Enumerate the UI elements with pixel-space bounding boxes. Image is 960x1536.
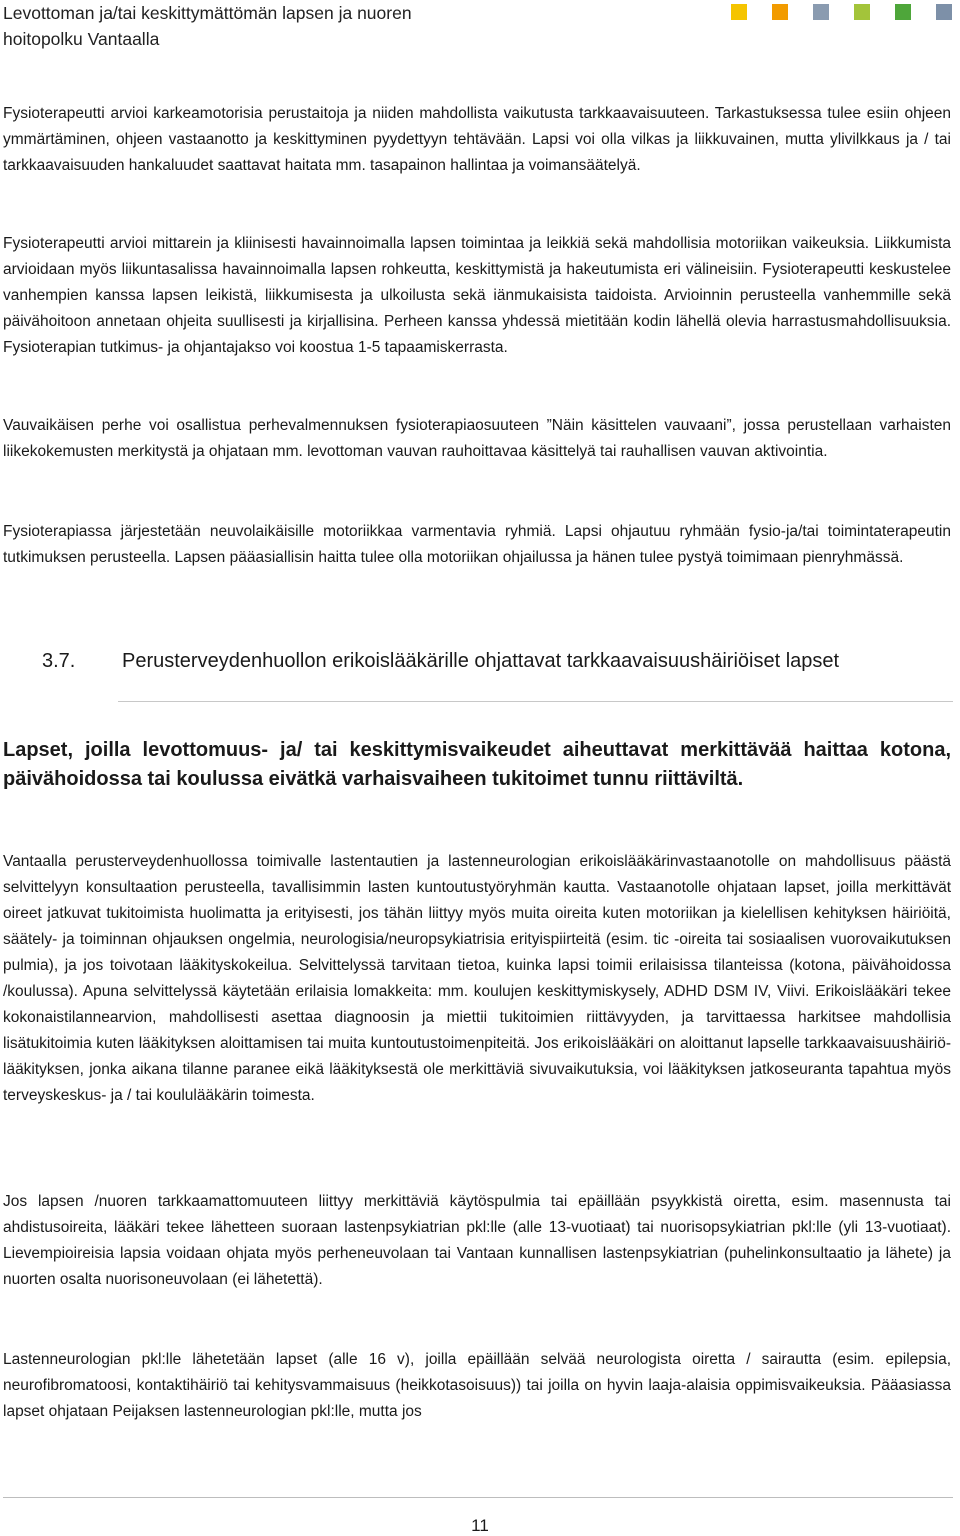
paragraph-specialist-clinic: Vantaalla perusterveydenhuollossa toimivalle lastentautien ja lastenneurologian erikoislääkärinvastaanotolle on mahdollisuus päästä selvittelyyn konsultaation perusteella, tavallisimmin lasten kuntoutustyöryhmän kautta. Vastaanotolle ohjataan lapset, joilla merkittävät oireet jatkuvat tukitoimista huolimatta ja erityisesti, jos tähän liittyy myös muita oireita kuten motoriikan ja kielellisen kehityksen häiriöitä, säätely- ja toiminnan ohjauksen ongelmia, neurologisia/neuropsykiatrisia erityispiirteitä (esim. tic -oireita tai sosiaalisen vuorovaikutuksen pulmia), ja jos toivotaan lääkityskokeilua. Selvittelyssä tarvitaan tietoa, kuinka lapsi toimii erilaisissa tilanteissa (kotona, päivähoidossa /koulussa). Apuna selvittelyssä käytetään erilaisia lomakkeita: mm. koulujen keskittymiskysely, ADHD DSM IV, Viivi. Erikoislääkäri tekee kokonaistilannearvion, mahdollisesti asettaa diagnoosin ja miettii tukitoimien riittävyyden, ja tarvittaessa harkitsee mahdollisia lisätukitoimia kuten lääkityksen aloittamisen tai muita kuntoutustoimenpiteitä. Jos erikoislääkäri on aloittanut lapselle tarkkaavaisuushäiriö-lääkityksen, jonka aikana tilanne paranee eikä lääkityksestä ole merkittäviä sivuvaikutuksia, voi lääkityksen jatkoseuranta tapahtua myös terveyskeskus- ja / tai koululääkärin toimesta. bbox=[3, 853, 951, 1104]
paragraph-infant-family: Vauvaikäisen perhe voi osallistua perhevalmennuksen fysioterapiaosuuteen ”Näin käsittelen vauvaani”, jossa perustellaan varhaisten liikekokemusten merkitystä ja ohjataan mm. levottoman vauvan rauhoittavaa käsittelyä tai rauhallisen vauvan aktivointia. bbox=[3, 417, 951, 460]
footer-divider bbox=[3, 1497, 953, 1498]
section-lead-bold: Lapset, joilla levottomuus- ja/ tai keskittymisvaikeudet aiheuttavat merkittävää haittaa kotona, päivähoidossa tai koulussa eivätkä varhaisvaiheen tukitoimet tunnu riittäviltä. bbox=[3, 739, 951, 790]
color-square bbox=[813, 4, 829, 20]
paragraph-psychiatry-referral: Jos lapsen /nuoren tarkkaamattomuuteen liittyy merkittäviä käytöspulmia tai epäillään psyykkistä oiretta, esim. masennusta tai ahdistusoireita, lääkäri tekee lähetteen suoraan lastenpsykiatrian pkl:lle (alle 13-vuotiaat) tai nuorisopsykiatrian pkl:lle (yli 13-vuotiaat). Lievempioireisia lapsia voidaan ohjata myös perheneuvolaan tai Vantaan kunnallisen lastenpsykiatrian (puhelinkonsultaatio ja lähete) ja nuorten osalta nuorisoneuvolaan (ei lähetettä). bbox=[3, 1193, 951, 1288]
paragraph-motor-skills: Fysioterapeutti arvioi karkeamotorisia perustaitoja ja niiden mahdollista vaikutusta tarkkaavaisuuteen. Tarkastuksessa tulee esiin ohjeen ymmärtäminen, ohjeen vastaanotto ja keskittyminen pyydettyyn tehtävään. Lapsi voi olla vilkas ja liikkuvainen, mutta ylivilkkaus ja / tai tarkkaavaisuuden hankaluudet saattavat haitata mm. tasapainon hallintaa ja voimansäätelyä. bbox=[3, 105, 951, 174]
section-divider bbox=[118, 701, 953, 702]
section-number: 3.7. bbox=[42, 650, 76, 672]
paragraph-neurology-referral: Lastenneurologian pkl:lle lähetetään lapset (alle 16 v), joilla epäillään selvää neurologista oiretta / sairautta (esim. epilepsia, neurofibromatoosi, kontaktihäiriö tai kehitysvammaisuus (heikkotasoisuus)) tai joilla on hyvin laaja-alaisia oppimisvaikeuksia. Pääasiassa lapset ohjataan Peijaksen lastenneurologian pkl:lle, mutta jos bbox=[3, 1351, 951, 1420]
header-title-line-1: Levottoman ja/tai keskittymättömän lapsen ja nuoren bbox=[3, 3, 412, 23]
paragraph-groups: Fysioterapiassa järjestetään neuvolaikäisille motoriikkaa varmentavia ryhmiä. Lapsi ohjautuu ryhmään fysio-ja/tai toimintaterapeutin tutkimuksen perusteella. Lapsen pääasiallisin haitta tulee olla motoriikan ohjailussa ja hänen tulee pystyä toimimaan pienryhmässä. bbox=[3, 523, 951, 566]
color-square bbox=[772, 4, 788, 20]
page-number: 11 bbox=[471, 1516, 489, 1535]
header-title-line-2: hoitopolku Vantaalla bbox=[3, 29, 160, 49]
color-square bbox=[936, 4, 952, 20]
header-color-squares bbox=[731, 4, 960, 20]
section-title: Perusterveydenhuollon erikoislääkärille ohjattavat tarkkaavaisuushäiriöiset lapset bbox=[122, 650, 840, 672]
color-square bbox=[731, 4, 747, 20]
document-header-title bbox=[3, 0, 623, 52]
paragraph-assessment: Fysioterapeutti arvioi mittarein ja kliinisesti havainnoimalla lapsen toimintaa ja leikkiä sekä mahdollisia motoriikan vaikeuksia. Liikkumista arvioidaan myös liikuntasalissa havainnoimalla lapsen rohkeutta, keskittymistä ja hakeutumista eri välineisiin. Fysioterapeutti keskustelee vanhempien kanssa lapsen leikistä, liikkumisesta ja ulkoilusta sekä iänmukaisista taidoista. Arvioinnin perusteella vanhemmille sekä päivähoitoon annetaan ohjeita suullisesti ja kirjallisina. Perheen kanssa yhdessä mietitään kodin lähellä olevia harrastusmahdollisuuksia. Fysioterapian tutkimus- ja ohjantajakso voi koostua 1-5 tapaamiskerrasta. bbox=[3, 235, 951, 356]
color-square bbox=[895, 4, 911, 20]
color-square bbox=[854, 4, 870, 20]
